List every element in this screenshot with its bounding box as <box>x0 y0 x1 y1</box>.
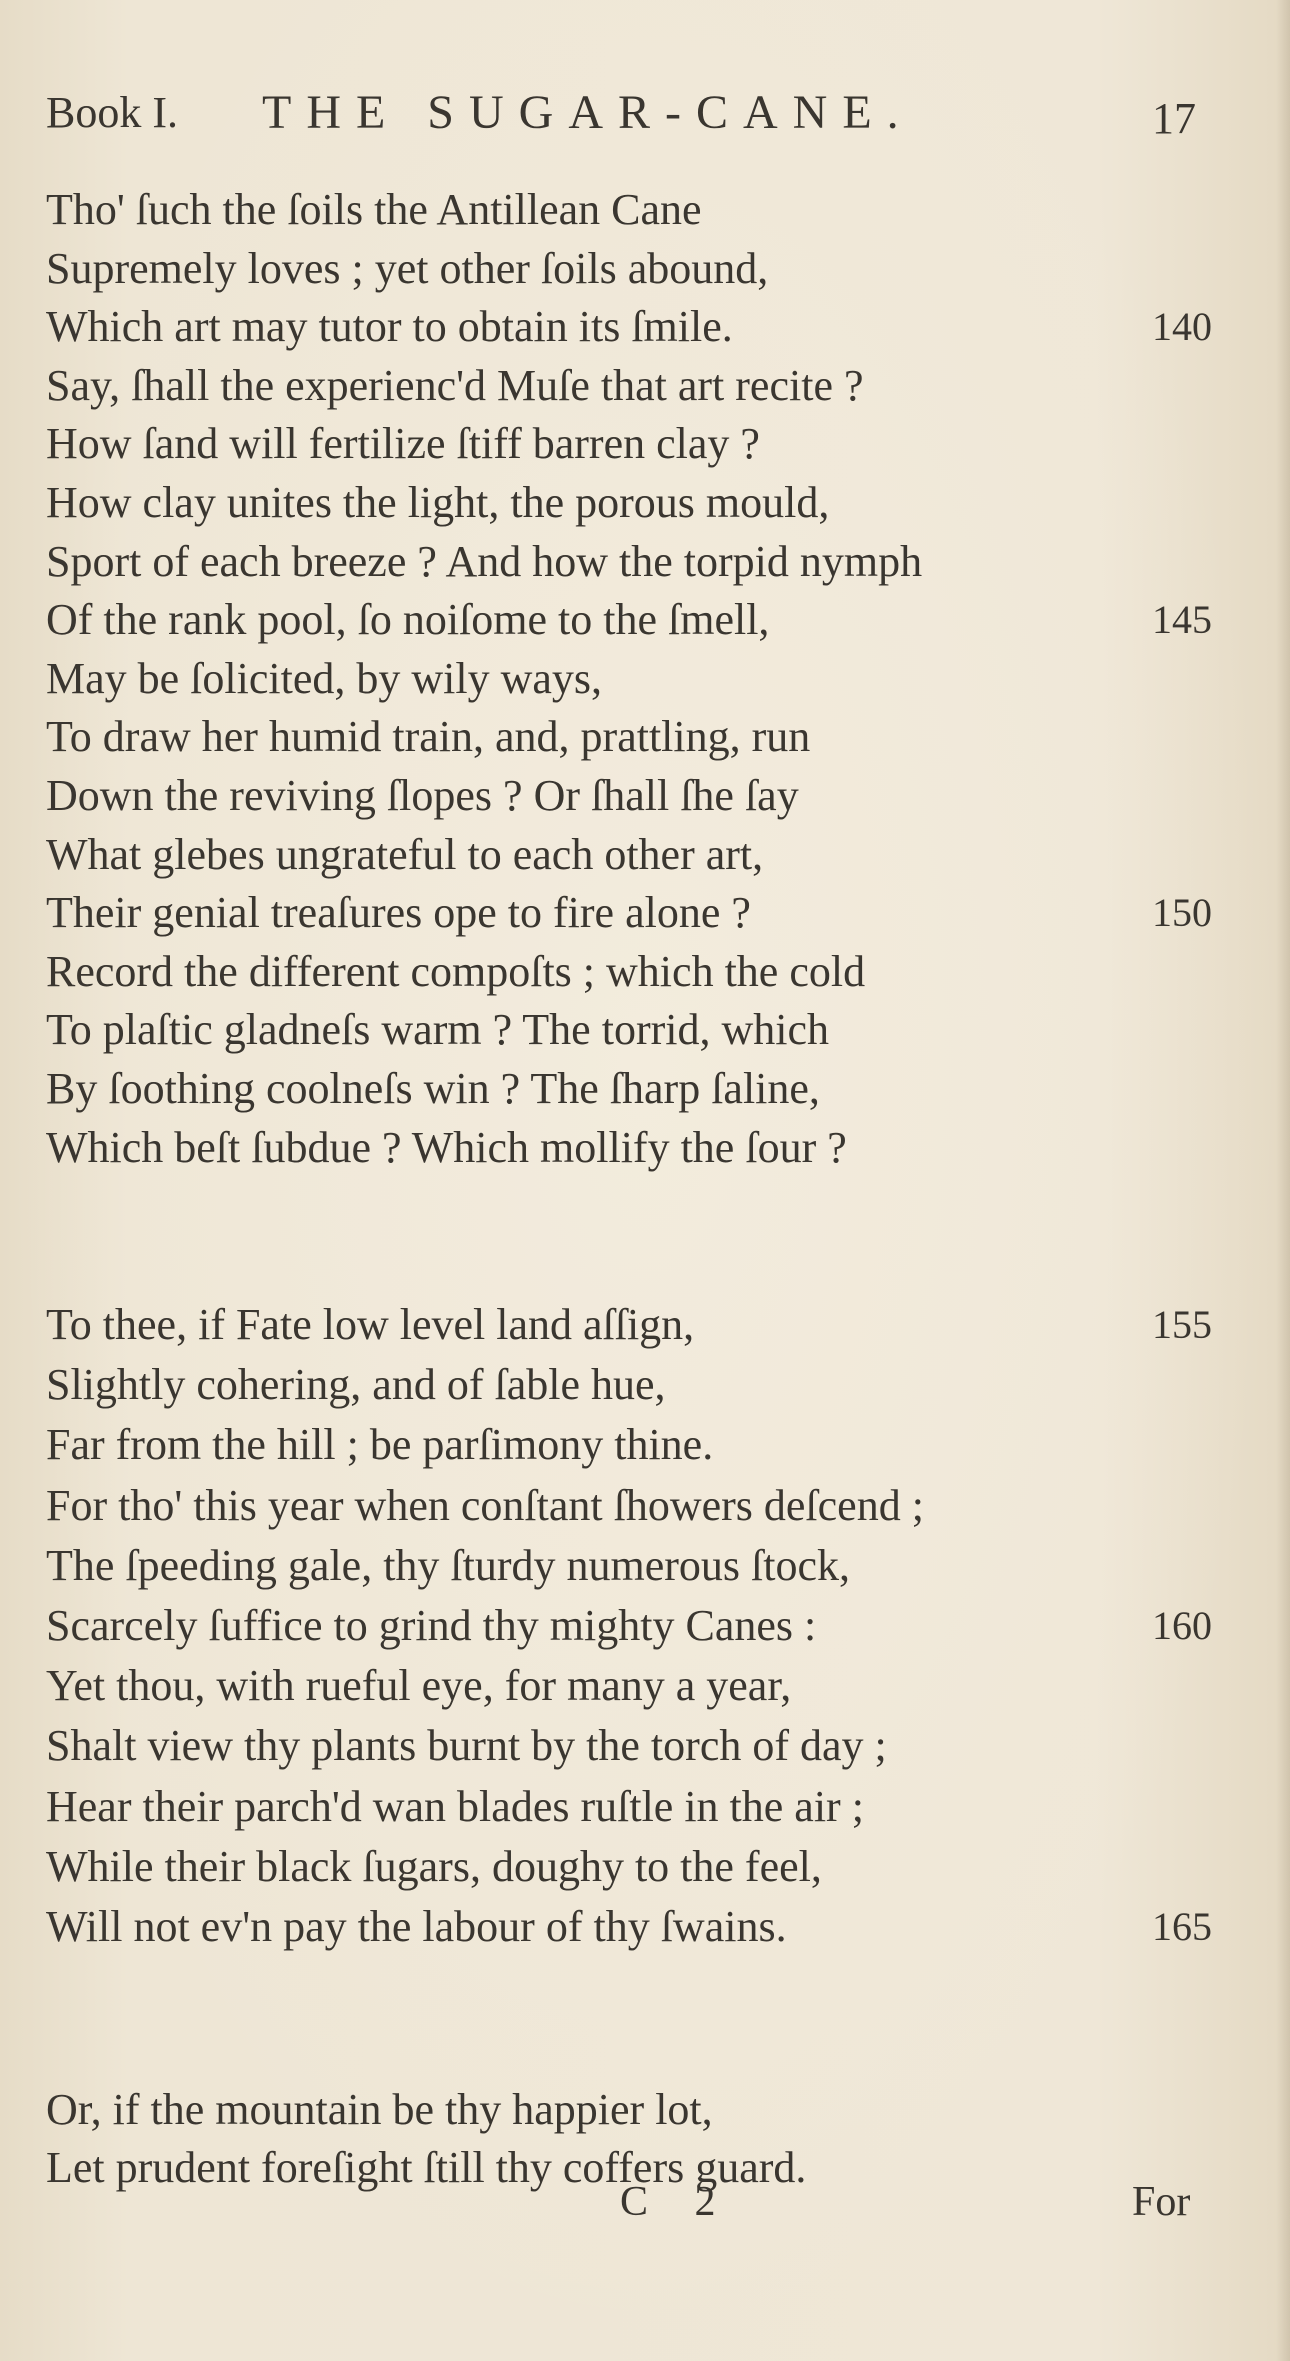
poem-line <box>0 2080 1290 2140</box>
poem-line-text: Or, if the mountain be thy happier lot, <box>46 2085 713 2134</box>
poem-line <box>0 649 1290 709</box>
poem-line-text: Will not ev'n pay the labour of thy ſwains. <box>46 1902 787 1951</box>
poem-line <box>0 356 1290 416</box>
poem-line-text: To plaſtic gladneſs warm ? The torrid, which <box>46 1005 829 1055</box>
poem-line-text: How ſand will fertilize ſtiff barren clay ? <box>46 419 760 469</box>
poem-line <box>0 942 1290 1002</box>
poem-line-text: Far from the hill ; be parſimony thine. <box>46 1420 714 1470</box>
page-footer <box>0 2172 1290 2232</box>
poem-line-text: Slightly cohering, and of ſable hue, <box>46 1360 666 1410</box>
poem-line-text: To draw her humid train, and, prattling, run <box>46 712 811 762</box>
line-number: 155 <box>1152 1302 1212 1347</box>
poem-line-text: Let prudent foreſight ſtill thy coffers guard. <box>46 2143 807 2192</box>
signature-mark: C 2 <box>620 2179 734 2225</box>
catchword: For <box>1132 2179 1191 2225</box>
poem-line-text: Which art may tutor to obtain its ſmile. <box>46 302 733 352</box>
poem-line <box>0 1000 1290 1060</box>
poem-line-text: Yet thou, with rueful eye, for many a year, <box>46 1661 792 1711</box>
poem-line <box>0 1656 1290 1716</box>
poem-line-text: How clay unites the light, the porous mould, <box>46 478 830 527</box>
poem-line-text: The ſpeeding gale, thy ſturdy numerous ſtock, <box>46 1540 851 1590</box>
poem-line <box>0 473 1290 533</box>
poem-line <box>0 825 1290 885</box>
line-number: 150 <box>1152 890 1212 936</box>
poem-line-text: May be ſolicited, by wily ways, <box>46 653 603 703</box>
poem-line <box>0 532 1290 592</box>
poem-line-text: Their genial treaſures ope to fire alone ? <box>46 888 751 938</box>
poem-line <box>0 297 1290 357</box>
poem-line <box>0 1777 1290 1837</box>
poem-line <box>0 1536 1290 1596</box>
poem-line <box>0 883 1290 943</box>
poem-line <box>0 239 1290 299</box>
poem-line-text: Scarcely ſuffice to grind thy mighty Canes : <box>46 1601 817 1650</box>
poem-line <box>0 1837 1290 1897</box>
running-head-book: Book I. <box>46 88 178 137</box>
poem-line <box>0 414 1290 474</box>
poem-line-text: By ſoothing coolneſs win ? The ſharp ſaline, <box>46 1064 820 1113</box>
poem-line <box>0 180 1290 240</box>
line-number: 140 <box>1152 304 1212 350</box>
poem-line-text: Shalt view thy plants burnt by the torch of day ; <box>46 1721 887 1771</box>
line-number: 165 <box>1152 1904 1212 1949</box>
poem-line-text: Which beſt ſubdue ? Which mollify the ſour ? <box>46 1122 847 1172</box>
poem-line-text: Of the rank pool, ſo noiſome to the ſmell, <box>46 595 770 645</box>
poem-line-text: Say, ſhall the experienc'd Muſe that art recite ? <box>46 360 864 410</box>
poem-line <box>0 1059 1290 1119</box>
poem-line <box>0 1415 1290 1475</box>
poem-line-text: Record the different compoſts ; which the cold <box>46 946 866 996</box>
poem-line <box>0 590 1290 650</box>
poem-line <box>0 1476 1290 1536</box>
running-head-title: THE SUGAR-CANE. <box>262 86 914 139</box>
poem-line <box>0 1596 1290 1656</box>
poem-line <box>0 766 1290 826</box>
poem-line-text: Supremely loves ; yet other ſoils abound, <box>46 243 769 293</box>
page-number: 17 <box>1152 94 1196 143</box>
poem-line-text: Down the reviving ſlopes ? Or ſhall ſhe ſay <box>46 771 799 820</box>
poem-line-text: Sport of each breeze ? And how the torpid nymph <box>46 536 923 586</box>
poem-line-text: Tho' ſuch the ſoils the Antillean Cane <box>46 185 702 234</box>
poem-line <box>0 1118 1290 1178</box>
running-head <box>46 78 1196 148</box>
poem-line <box>0 707 1290 767</box>
poem-line <box>0 1355 1290 1415</box>
poem-line <box>0 1716 1290 1776</box>
poem-line-text: To thee, if Fate low level land aſſign, <box>46 1300 695 1349</box>
poem-line <box>0 1897 1290 1957</box>
poem-line-text: While their black ſugars, doughy to the feel, <box>46 1841 822 1891</box>
poem-line-text: What glebes ungrateful to each other art, <box>46 829 764 879</box>
poem-line-text: For tho' this year when conſtant ſhowers deſcend ; <box>46 1480 924 1530</box>
line-number: 145 <box>1152 597 1212 643</box>
line-number: 160 <box>1152 1603 1212 1648</box>
poem-line <box>0 1295 1290 1355</box>
poem-line-text: Hear their parch'd wan blades ruſtle in the air ; <box>46 1781 864 1831</box>
